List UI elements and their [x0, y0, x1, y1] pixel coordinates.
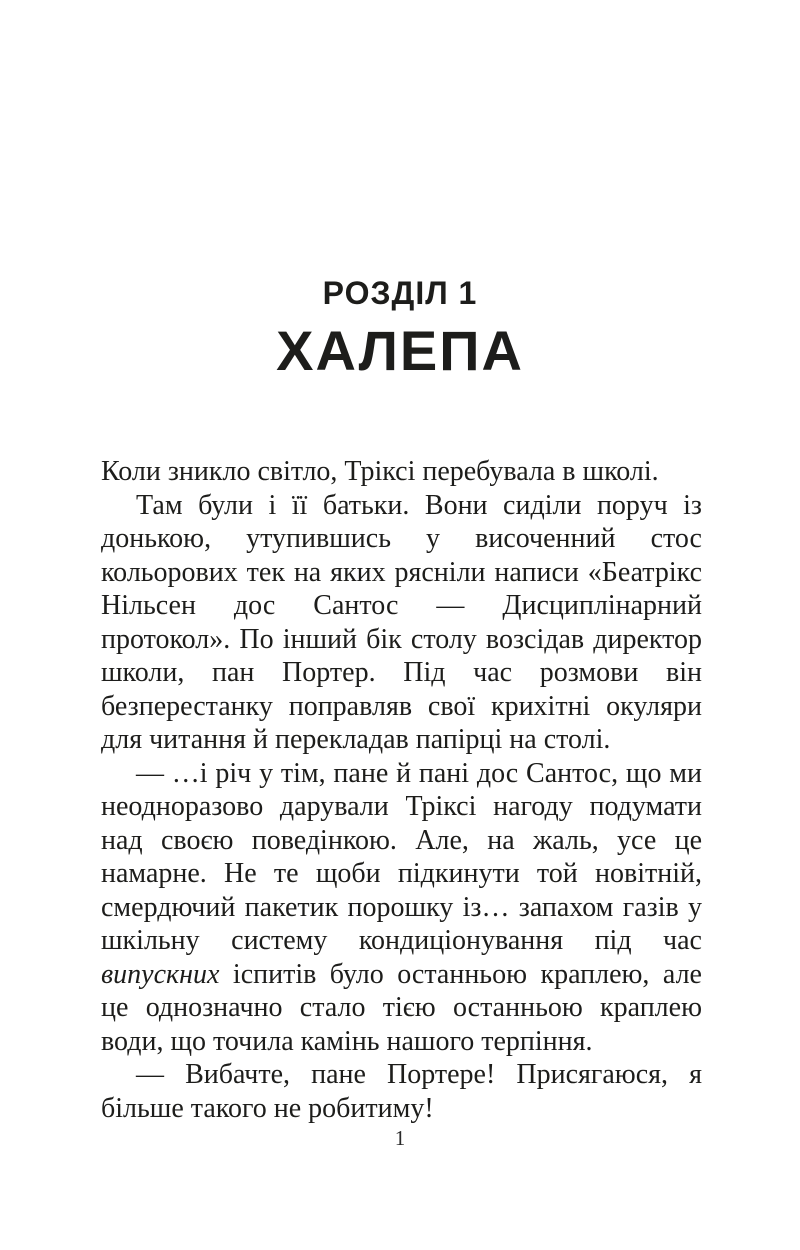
text-segment: — Вибачте, пане Портере! Присягаюся, я більше такого не робитиму!	[101, 1059, 702, 1124]
body-text	[101, 455, 702, 1125]
paragraph	[101, 455, 702, 489]
page-number: 1	[394, 1126, 406, 1150]
chapter-number: РОЗДІЛ 1	[322, 275, 478, 311]
text-segment: іспитів було останньою краплею, але це однозначно стало тією останньою краплею води, що точила камінь нашого терпіння.	[101, 958, 702, 1057]
text-segment: Коли зникло світло, Тріксі перебувала в школі.	[101, 456, 659, 487]
paragraph	[101, 757, 702, 1059]
paragraph	[101, 1058, 702, 1125]
italic-text-segment: випускних	[101, 958, 220, 990]
chapter-title: ХАЛЕПА	[276, 319, 524, 382]
text-segment: Там були і її батьки. Вони сиділи поруч із донькою, утупившись у височенний стос кольорових тек на яких рясніли написи «Беатрікс Нільсен дос Сантос — Дисциплінарний протокол». По інший бік столу возсідав директор школи, пан Портер. Під час розмови він безперестанку поправляв свої крихітні окуляри для читання й перекладав папірці на столі.	[101, 489, 702, 755]
paragraph	[101, 489, 702, 757]
text-segment: — …і річ у тім, пане й пані дос Сантос, що ми неодноразово дарували Тріксі нагоду подумати над своєю поведінкою. Але, на жаль, усе це намарне. Не те щоби підкинути той новітній, смердючий пакетик порошку із… запахом газів у шкільну систему кондиціонування під час	[101, 757, 702, 956]
